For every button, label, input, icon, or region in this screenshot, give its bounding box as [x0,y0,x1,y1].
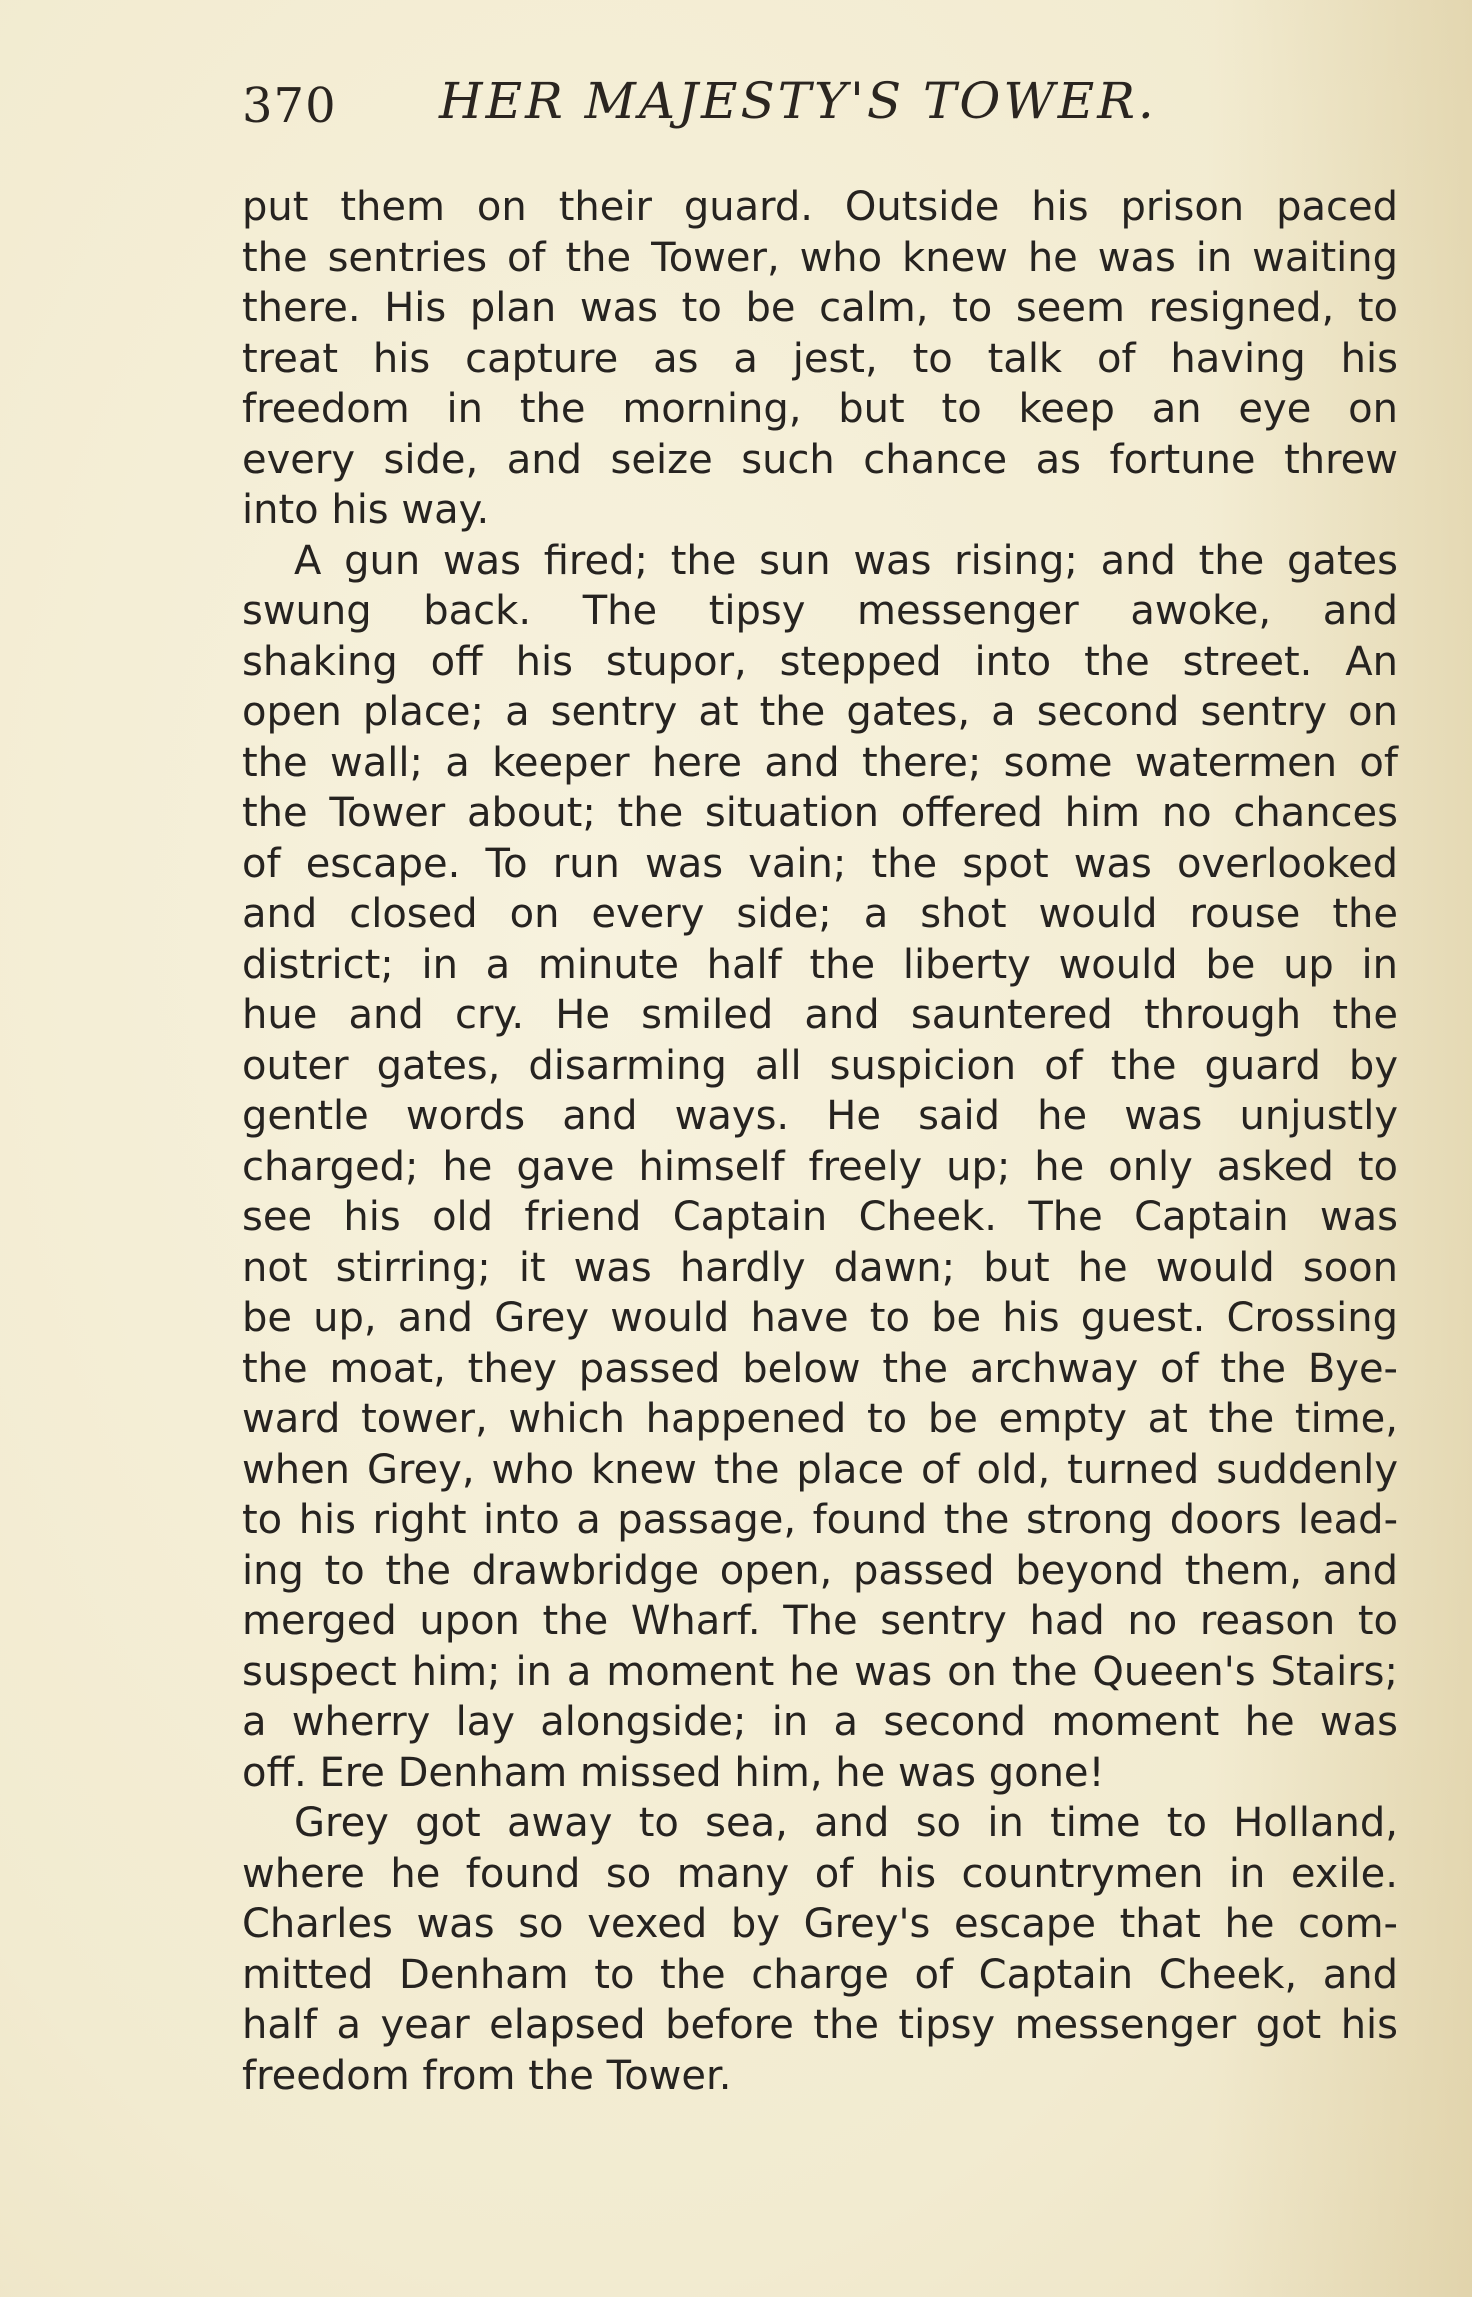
running-head [242,72,1402,142]
page-number: 370 [242,78,337,134]
text-line: charged; he gave himself freely up; he only asked to [242,1143,1398,1190]
text-line: the moat, they passed below the archway of the Bye- [242,1345,1398,1392]
text-line: not stirring; it was hardly dawn; but he would soon [242,1244,1398,1291]
text-line: treat his capture as a jest, to talk of having his [242,335,1398,382]
text-line: and closed on every side; a shot would rouse the [242,891,1398,937]
body-text [242,182,1398,2101]
text-line: to his right into a passage, found the strong doors lead- [242,1497,1398,1543]
text-line: see his old friend Captain Cheek. The Captain was [242,1194,1398,1240]
text-line: suspect him; in a moment he was on the Queen's Stairs; [242,1648,1398,1695]
text-line: mitted Denham to the charge of Captain Cheek, and [242,1951,1398,1998]
text-line: freedom from the Tower. [242,2052,732,2099]
text-line: Grey got away to sea, and so in time to Holland, [294,1800,1398,1846]
text-line: there. His plan was to be calm, to seem resigned, to [242,285,1398,331]
text-line: a wherry lay alongside; in a second moment he was [242,1699,1398,1745]
text-line: the sentries of the Tower, who knew he was in waiting [242,234,1398,281]
text-line: district; in a minute half the liberty would be up in [242,941,1398,988]
text-line: half a year elapsed before the tipsy messenger got his [242,2002,1398,2048]
text-line: where he found so many of his countrymen in exile. [242,1850,1398,1897]
text-line: put them on their guard. Outside his prison paced [242,184,1398,230]
text-line: shaking off his stupor, stepped into the street. An [242,638,1398,685]
text-line: swung back. The tipsy messenger awoke, and [242,588,1398,634]
text-line: of escape. To run was vain; the spot was overlooked [242,840,1398,887]
text-line: be up, and Grey would have to be his guest. Crossing [242,1295,1398,1341]
text-line: every side, and seize such chance as fortune threw [242,436,1398,483]
text-line: merged upon the Wharf. The sentry had no reason to [242,1598,1398,1644]
running-title: HER MAJESTY'S TOWER. [439,72,1157,130]
text-line: the wall; a keeper here and there; some watermen of [242,739,1398,786]
text-line: hue and cry. He smiled and sauntered through the [242,992,1398,1038]
text-line: into his way. [242,487,490,533]
text-line: gentle words and ways. He said he was unjustly [242,1093,1398,1139]
text-line: freedom in the morning, but to keep an eye on [242,386,1398,432]
text-line: ing to the drawbridge open, passed beyond them, and [242,1547,1398,1594]
text-line: when Grey, who knew the place of old, turned suddenly [242,1446,1398,1493]
text-line: open place; a sentry at the gates, a second sentry on [242,689,1398,735]
text-line: Charles was so vexed by Grey's escape that he com- [242,1901,1398,1947]
text-line: ward tower, which happened to be empty at the time, [242,1396,1398,1442]
text-line: off. Ere Denham missed him, he was gone! [242,1749,1105,1796]
text-line: outer gates, disarming all suspicion of the guard by [242,1042,1398,1089]
text-line: A gun was fired; the sun was rising; and the gates [294,537,1398,584]
text-line: the Tower about; the situation offered him no chances [242,790,1398,836]
